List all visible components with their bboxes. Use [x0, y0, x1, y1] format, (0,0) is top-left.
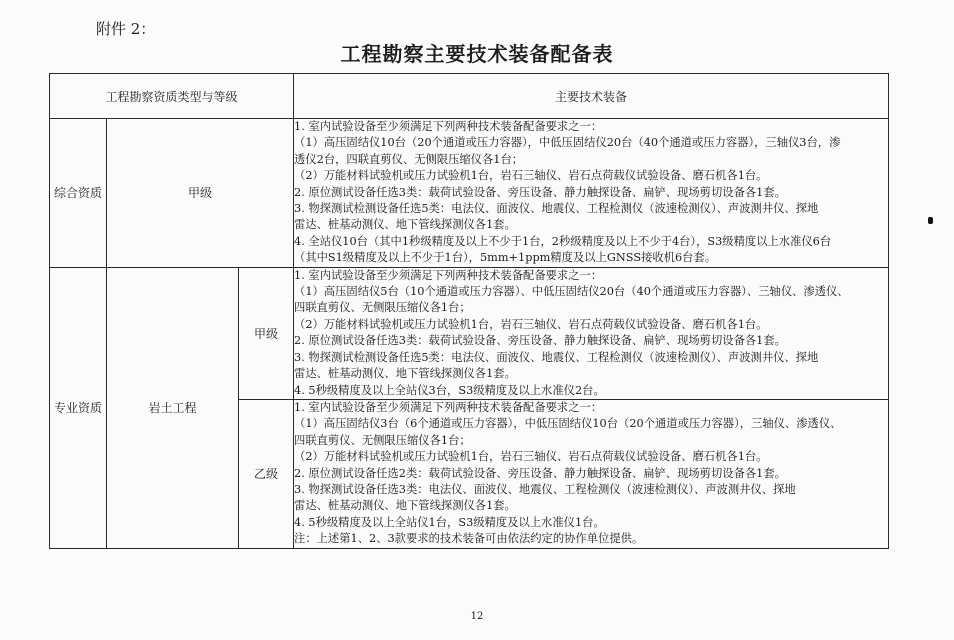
- professional-category: 岩土工程: [107, 267, 239, 548]
- page-title: 工程勘察主要技术装备配备表: [340, 42, 614, 66]
- table-header-row: [50, 74, 889, 119]
- requirement-line: 3. 物探测试设备任选3类：电法仪、面波仪、地震仪、工程检测仪（波速检测仪）、声波测井仪、探地: [294, 482, 796, 496]
- requirements-professional-a: [294, 267, 889, 399]
- table-row-comprehensive: [50, 119, 889, 268]
- requirement-line: 雷达、桩基动测仪、地下管线探测仪各1套。: [294, 367, 516, 381]
- requirement-line: 透仪2台，四联直剪仪、无侧限压缩仪各1台；: [294, 152, 524, 166]
- requirements-comprehensive: [294, 119, 889, 268]
- requirement-line: 4. 5秒级精度及以上全站仪3台，S3级精度及以上水准仪2台。: [294, 383, 605, 397]
- equipment-table: [49, 73, 889, 549]
- requirement-line: 2. 原位测试设备任选2类：载荷试验设备、旁压设备、静力触探设备、扁铲、现场剪切设备各1套。: [294, 466, 786, 480]
- grade-professional-b: 乙级: [239, 399, 294, 548]
- requirement-line: 3. 物探测试检测设备任选5类：电法仪、面波仪、地震仪、工程检测仪（波速检测仪）、声波测井仪、探地: [294, 350, 819, 364]
- requirement-line: 1. 室内试验设备至少须满足下列两种技术装备配备要求之一：: [294, 400, 603, 414]
- scan-speck: [928, 217, 933, 224]
- requirement-line: 雷达、桩基动测仪、地下管线探测仪各1套。: [294, 218, 516, 232]
- requirement-line: 四联直剪仪、无侧限压缩仪各1台；: [294, 433, 471, 447]
- requirement-line: 1. 室内试验设备至少须满足下列两种技术装备配备要求之一：: [294, 120, 603, 133]
- requirement-line: （1）高压固结仪5台（10个通道或压力容器）、中低压固结仪20台（40个通道或压力容器）、三轴仪、渗透仪、: [294, 285, 849, 299]
- requirement-line: 1. 室内试验设备至少须满足下列两种技术装备配备要求之一：: [294, 268, 603, 282]
- header-qualification: 工程勘察资质类型与等级: [50, 74, 294, 119]
- requirement-line: （1）高压固结仪10台（20个通道或压力容器），中低压固结仪20台（40个通道或压力容器），三轴仪3台，渗: [294, 136, 841, 150]
- requirement-line: （其中S1级精度及以上不少于1台），5mm+1ppm精度及以上GNSS接收机6台套。: [294, 251, 717, 265]
- requirement-line: （2）万能材料试验机或压力试验机1台，岩石三轴仪、岩石点荷载仪试验设备、磨石机各1台。: [294, 169, 768, 183]
- qualification-type-comprehensive: 综合资质: [50, 119, 107, 268]
- requirement-line: （1）高压固结仪3台（6个通道或压力容器），中低压固结仪10台（20个通道或压力容器），三轴仪、渗透仪、: [294, 417, 842, 431]
- requirement-line: 雷达、桩基动测仪、地下管线探测仪各1套。: [294, 499, 516, 513]
- requirement-line: 3. 物探测试检测设备任选5类：电法仪、面波仪、地震仪、工程检测仪（波速检测仪）、声波测井仪、探地: [294, 202, 819, 216]
- requirement-line: （2）万能材料试验机或压力试验机1台，岩石三轴仪、岩石点荷载仪试验设备、磨石机各1台。: [294, 317, 768, 331]
- table-row-professional-grade-a: [50, 267, 889, 399]
- requirement-line: 4. 全站仪10台（其中1秒级精度及以上不少于1台，2秒级精度及以上不少于4台），S3级精度以上水准仪6台: [294, 234, 832, 248]
- header-equipment: 主要技术装备: [294, 74, 889, 119]
- attachment-label: 附件 2：: [96, 20, 156, 38]
- requirement-line: 4. 5秒级精度及以上全站仪1台，S3级精度及以上水准仪1台。: [294, 515, 605, 529]
- requirement-line: 2. 原位测试设备任选3类：载荷试验设备、旁压设备、静力触探设备、扁铲、现场剪切设备各1套。: [294, 185, 786, 199]
- requirement-note: 注：上述第1、2、3款要求的技术装备可由依法约定的协作单位提供。: [294, 532, 644, 546]
- grade-comprehensive: 甲级: [107, 119, 294, 268]
- grade-professional-a: 甲级: [239, 267, 294, 399]
- requirements-professional-b: [294, 399, 889, 548]
- requirement-line: 四联直剪仪、无侧限压缩仪各1台；: [294, 301, 471, 315]
- page-number: 12: [470, 611, 484, 622]
- requirement-line: （2）万能材料试验机或压力试验机1台，岩石三轴仪、岩石点荷载仪试验设备、磨石机各1台。: [294, 450, 768, 464]
- requirement-line: 2. 原位测试设备任选3类：载荷试验设备、旁压设备、静力触探设备、扁铲、现场剪切设备各1套。: [294, 334, 786, 348]
- qualification-type-professional: 专业资质: [50, 267, 107, 548]
